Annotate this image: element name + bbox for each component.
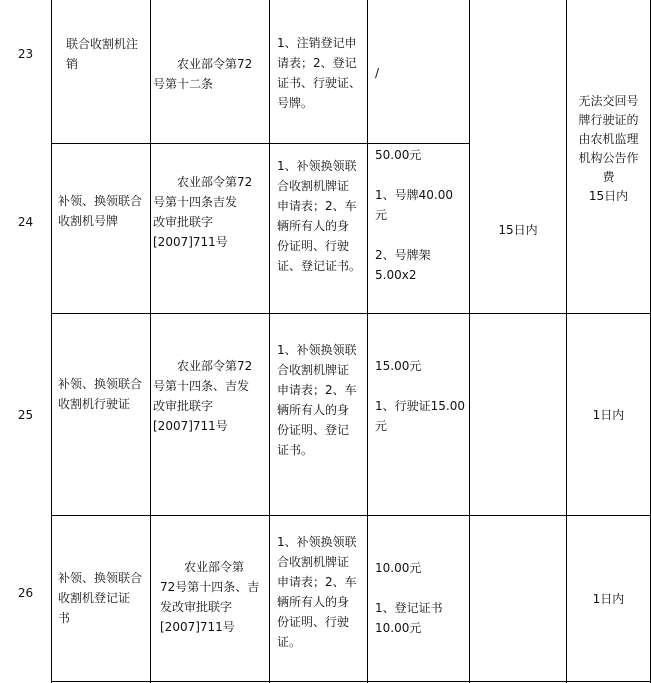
item-name: 补领、换领联合 收割机登记证 书 [58,571,143,625]
row-number: 26 [17,586,34,600]
legal-basis: 农业部令第72 号第十二条 [153,57,253,91]
row-number: 23 [17,47,34,61]
time-limit: 1日内 [592,592,625,606]
required-materials: 1、补领换领联 合收割机牌证 申请表；2、车 辆所有人的身 份证明、登记 证书。 [277,343,357,457]
required-materials: 1、补领换领联 合收割机牌证 申请表；2、车 辆所有人的身 份证明、行驶 证、登记证书。 [277,159,362,273]
grid-line [367,0,368,683]
row-divider [51,143,469,144]
grid-line [269,0,270,683]
grid-line [150,0,151,683]
legal-basis: 农业部令第72 号第十四条、吉发 改审批联字 [2007]711号 [153,359,253,433]
item-name: 联合收割机注 销 [66,37,139,71]
row-divider [51,313,651,314]
merged-note: 无法交回号 牌行驶证的 由农机监理 机构公告作 费 15日内 [578,94,639,203]
required-materials: 1、注销登记申 请表；2、登记 证书、行驶证、 号牌。 [277,36,362,110]
time-limit: 1日内 [592,408,625,422]
item-name: 补领、换领联合 收割机行驶证 [58,377,143,411]
row-number: 24 [17,215,34,229]
fee: 10.00元 1、登记证书 10.00元 [375,561,443,635]
time-limit: 15日内 [498,223,538,237]
legal-basis: 农业部令第72 号第十四条吉发 改审批联字 [2007]711号 [153,175,253,249]
fee: 50.00元 1、号牌40.00 元 2、号牌架 5.00x2 [375,148,453,282]
grid-line [51,0,52,683]
legal-basis: 农业部令第 72号第十四条、吉 发改审批联字 [2007]711号 [160,560,260,634]
row-divider [51,681,651,682]
row-divider [51,515,651,516]
required-materials: 1、补领换领联 合收割机牌证 申请表；2、车 辆所有人的身 份证明、行驶 证。 [277,535,357,649]
row-number: 25 [17,408,34,422]
fee: 15.00元 1、行驶证15.00 元 [375,359,465,433]
grid-line [469,0,470,683]
item-name: 补领、换领联合 收割机号牌 [58,194,143,228]
fee: / [375,66,380,80]
